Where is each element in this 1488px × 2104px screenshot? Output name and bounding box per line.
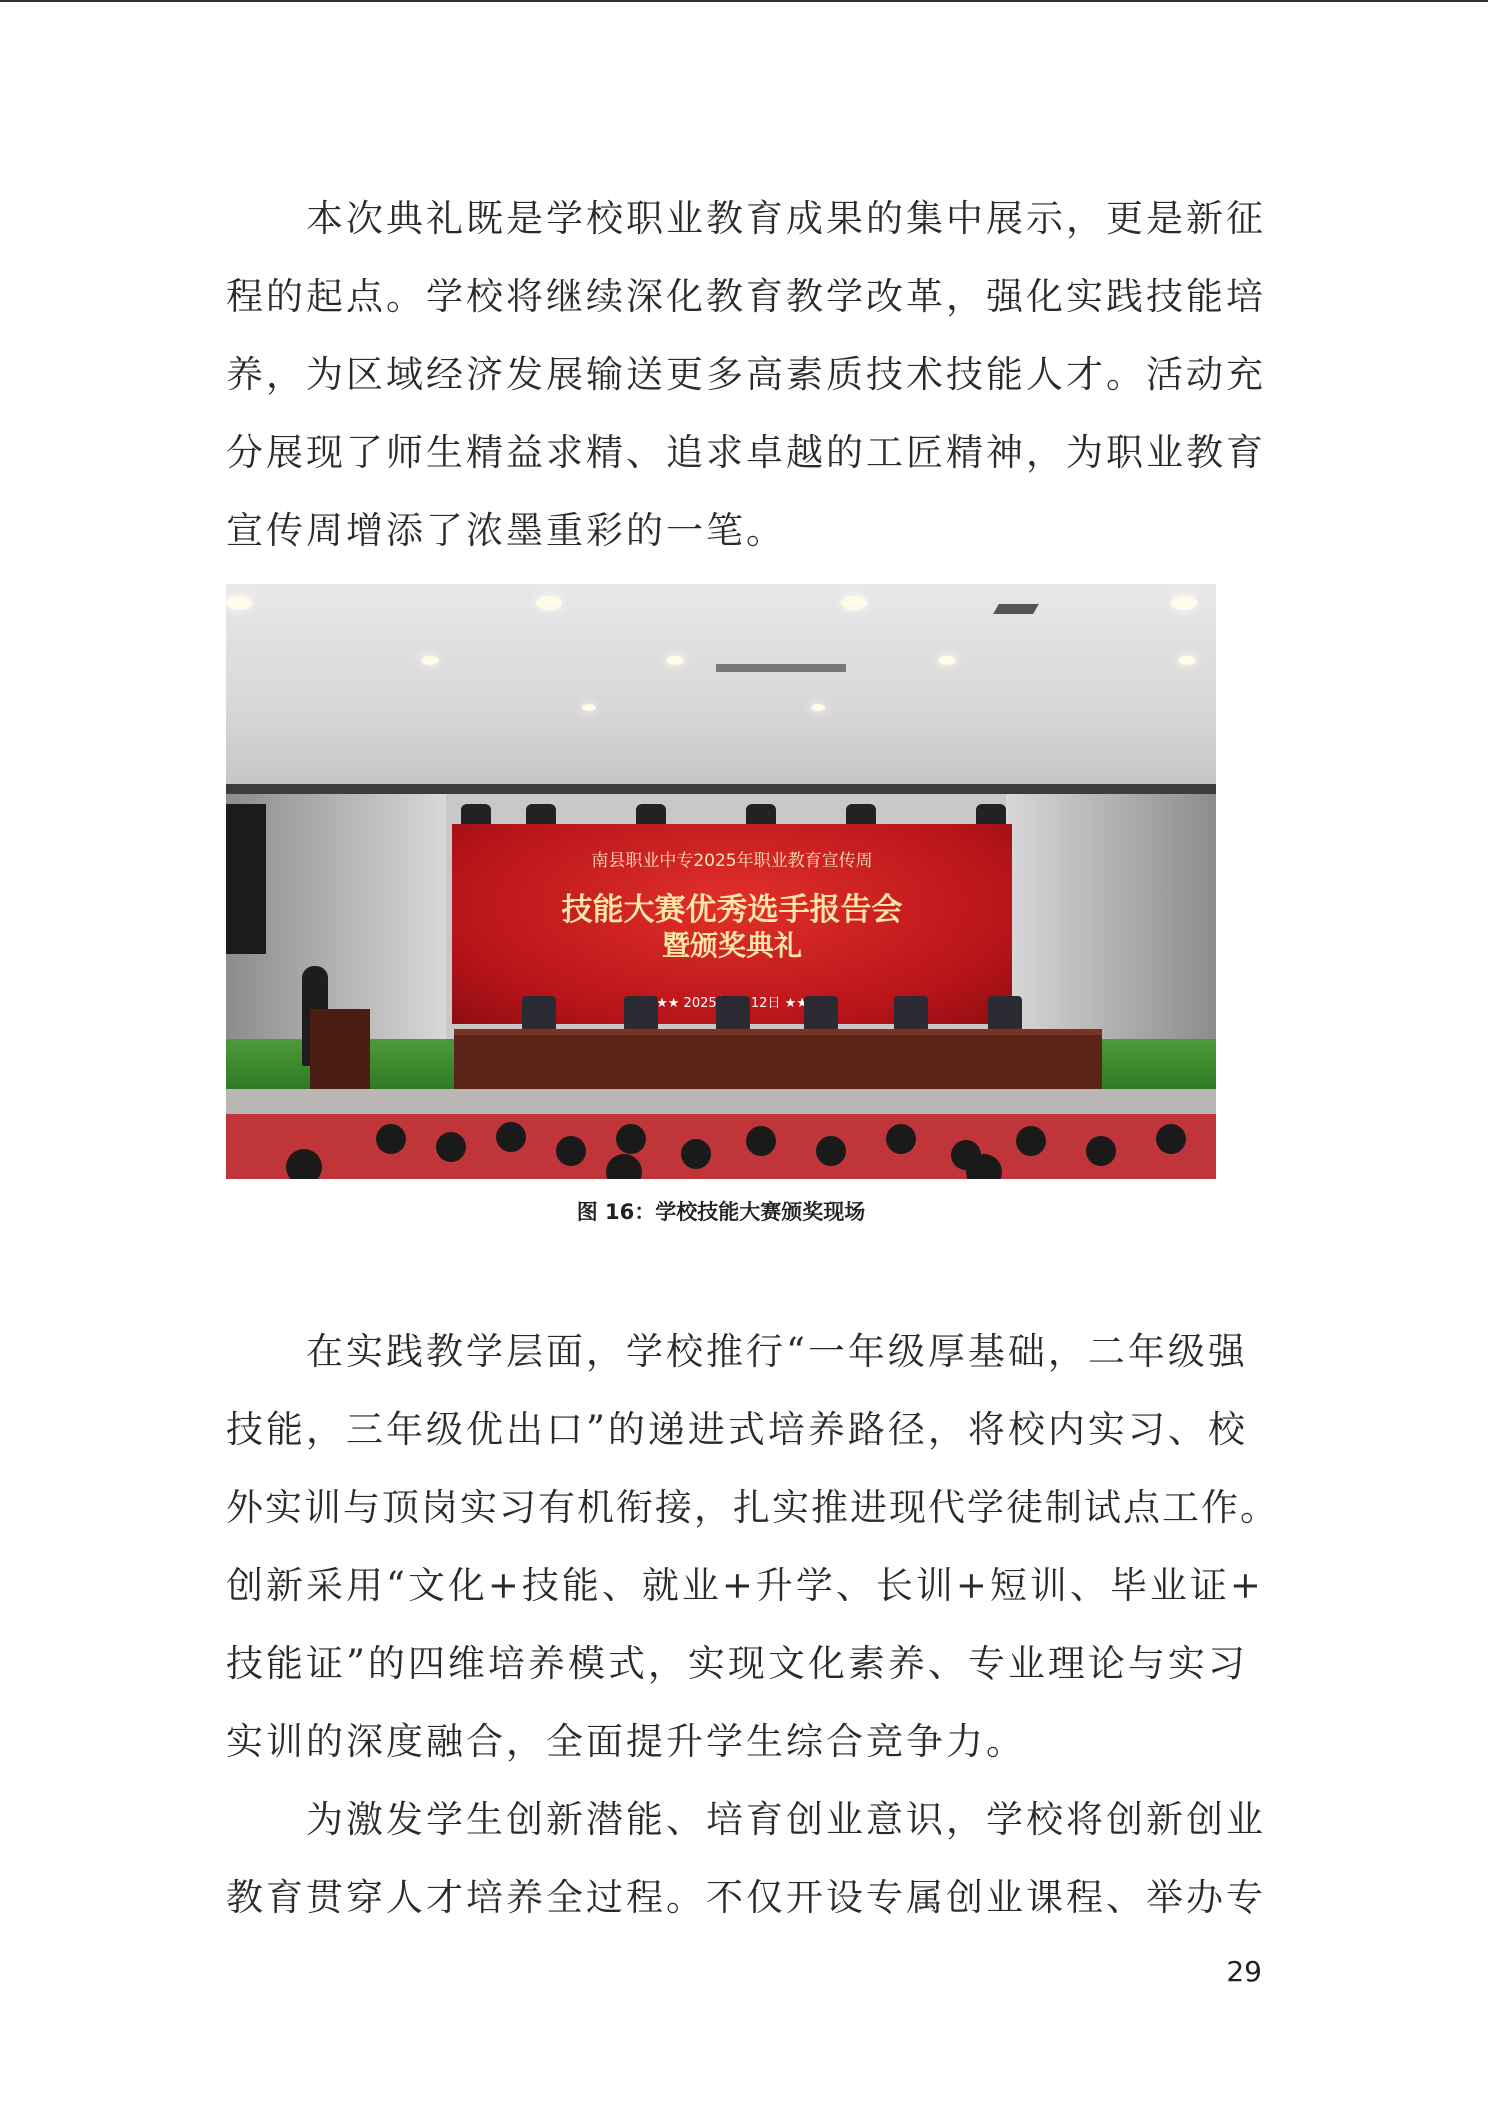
stage-table (454, 1029, 1102, 1097)
paragraph-1 (226, 180, 1266, 570)
paragraph-line: 实训的深度融合，全面提升学生综合竞争力。 (226, 1720, 1026, 1763)
audience-head (1086, 1136, 1116, 1166)
ceiling-light (226, 596, 252, 610)
ceiling-light (1178, 656, 1196, 665)
stage-chair (894, 996, 928, 1032)
top-border (0, 0, 1488, 2)
stage-chair (624, 996, 658, 1032)
audience-head (681, 1139, 711, 1169)
audience-head (1156, 1124, 1186, 1154)
figure-caption: 图 16：学校技能大赛颁奖现场 (576, 1200, 866, 1224)
audience-head (746, 1126, 776, 1156)
audience-head (496, 1122, 526, 1152)
audience-head (1016, 1126, 1046, 1156)
screen-date: ★★ ★★ (656, 996, 808, 1011)
audience-head (616, 1124, 646, 1154)
loudspeaker (226, 804, 266, 954)
ceiling-light (536, 596, 562, 610)
paragraph-line: 本次典礼既是学校职业教育成果的集中展示，更是新征 (306, 197, 1266, 240)
ceiling-light (582, 704, 596, 711)
paragraph-line: 创新采用“文化+技能、就业+升学、长训+短训、毕业证+ (226, 1564, 1264, 1607)
ceiling-light (666, 656, 684, 665)
paragraph-line: 分展现了师生精益求精、追求卓越的工匠精神，为职业教育 (226, 431, 1266, 474)
audience-head (286, 1149, 322, 1179)
paragraph-line: 宣传周增添了浓墨重彩的一笔。 (226, 509, 786, 552)
stage-chair (804, 996, 838, 1032)
screen-subtitle: 南县职业中专2025年职业教育宣传周 (591, 851, 873, 871)
ceiling-vent (993, 604, 1039, 614)
paragraph-line: 外实训与顶岗实习有机衔接，扎实推进现代学徒制试点工作。 (226, 1486, 1279, 1529)
stage-chair (716, 996, 750, 1032)
ceiling-light (938, 656, 956, 665)
paragraph-line: 为激发学生创新潜能、培育创业意识，学校将创新创业 (306, 1798, 1266, 1841)
ceremony-photo (226, 584, 1216, 1179)
screen-title-line2: 暨颁奖典礼 (661, 929, 802, 962)
audience-head (816, 1136, 846, 1166)
audience-head (376, 1124, 406, 1154)
led-screen (452, 824, 1012, 1024)
stage-chair (522, 996, 556, 1032)
ceiling-light (1171, 596, 1197, 610)
paragraph-3 (226, 1781, 1266, 1937)
lighting-truss (226, 784, 1216, 794)
audience-head (436, 1132, 466, 1162)
paragraph-line: 技能，三年级优出口”的递进式培养路径，将校内实习、校 (226, 1408, 1248, 1451)
ceiling-light (421, 656, 439, 665)
paragraph-line: 技能证”的四维培养模式，实现文化素养、专业理论与实习 (226, 1642, 1248, 1685)
paragraph-2 (226, 1313, 1279, 1781)
stage-chair (988, 996, 1022, 1032)
audience-head (556, 1136, 586, 1166)
screen-title: 技能大赛优秀选手报告会 (561, 892, 903, 928)
audience-seats (226, 1114, 1216, 1179)
audience-head (886, 1124, 916, 1154)
ceiling-light (811, 704, 825, 711)
ceiling-light (841, 596, 867, 610)
photo-ceiling (226, 584, 1216, 794)
paragraph-line: 程的起点。学校将继续深化教育教学改革，强化实践技能培 (226, 275, 1266, 318)
page-number: 29 (1226, 1955, 1262, 1988)
stage-wall-right (1006, 794, 1216, 1054)
paragraph-line: 在实践教学层面，学校推行“一年级厚基础，二年级强 (306, 1330, 1248, 1373)
paragraph-line: 教育贯穿人才培养全过程。不仅开设专属创业课程、举办专 (226, 1876, 1266, 1919)
paragraph-line: 养，为区域经济发展输送更多高素质技术技能人才。活动充 (226, 353, 1266, 396)
ceiling-vent (716, 664, 846, 672)
